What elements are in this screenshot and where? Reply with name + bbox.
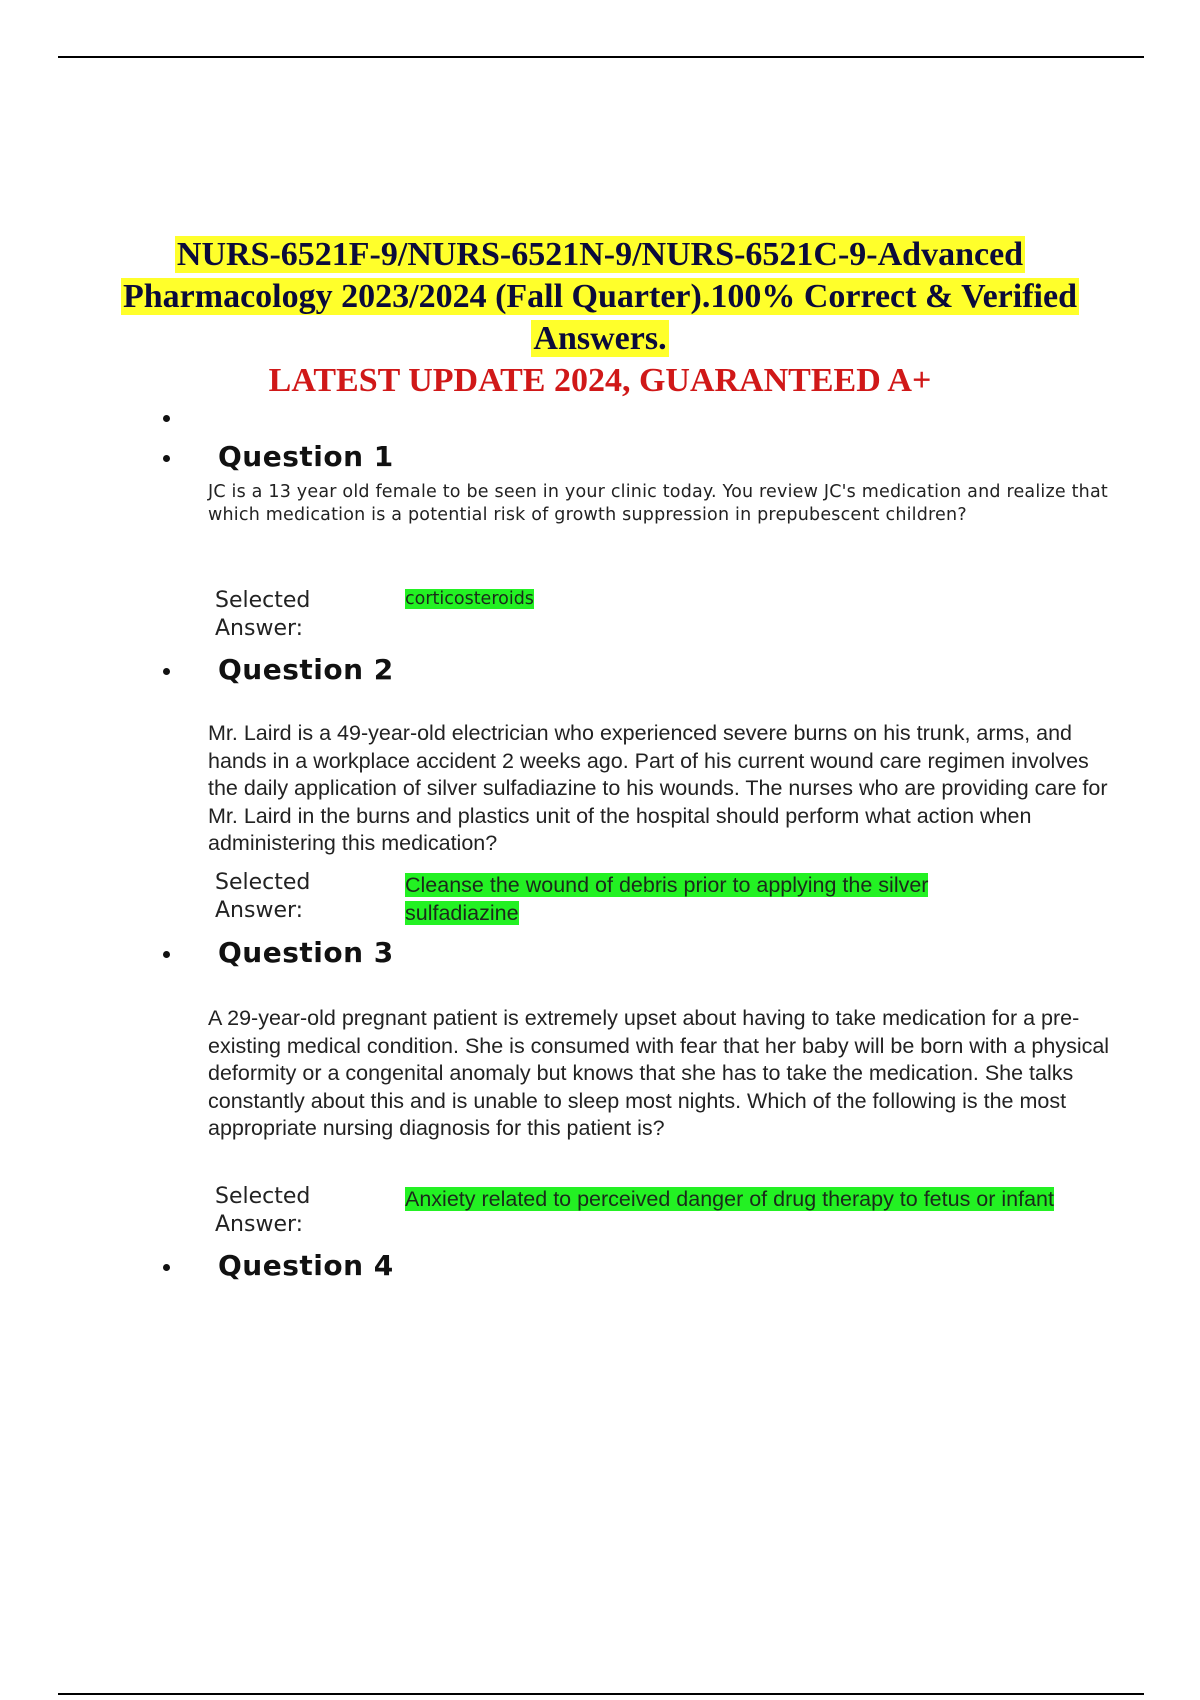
top-rule bbox=[58, 56, 1144, 58]
question-2-selected-label: Selected Answer: bbox=[215, 870, 311, 923]
document-header bbox=[100, 234, 1100, 402]
question-2-heading: Question 2 bbox=[218, 653, 394, 686]
question-1-answer-text: corticosteroids bbox=[405, 589, 534, 609]
question-4-heading: Question 4 bbox=[218, 1249, 394, 1282]
question-1-text: JC is a 13 year old female to be seen in your clinic today. You review JC's medication and realize that which medication is a potential risk of growth suppression in prepubescent children? bbox=[208, 482, 1108, 525]
document-title bbox=[100, 234, 1100, 360]
empty-bullet bbox=[163, 413, 175, 425]
question-3-bullet bbox=[163, 949, 175, 961]
question-3-answer-text: Anxiety related to perceived danger of drug therapy to fetus or infant bbox=[405, 1187, 1054, 1211]
document-subtitle: LATEST UPDATE 2024, GUARANTEED A+ bbox=[268, 362, 932, 399]
question-2-bullet bbox=[163, 666, 175, 678]
question-1-heading: Question 1 bbox=[218, 440, 394, 473]
bottom-rule bbox=[58, 1693, 1144, 1695]
question-2-answer-text: Cleanse the wound of debris prior to applying the silver sulfadiazine bbox=[405, 873, 929, 925]
question-4-bullet bbox=[163, 1262, 175, 1274]
question-3-answer bbox=[405, 1185, 1085, 1213]
question-2-text: Mr. Laird is a 49-year-old electrician who experienced severe burns on his trunk, arms, and hands in a workplace accident 2 weeks ago. Part of his current wound care regimen involves the daily application of silver sulfadiazine to his wounds. The nurses who are providing care for Mr. Laird in the burns and plastics unit of the hospital should perform what action when administering this medication? bbox=[208, 721, 1108, 855]
question-3-selected-label: Selected Answer: bbox=[215, 1184, 311, 1237]
question-3-text: A 29-year-old pregnant patient is extremely upset about having to take medication for a pre-existing medical condition. She is consumed with fear that her baby will be born with a physical deformity or a congenital anomaly but knows that she has to take the medication. She talks constantly about this and is unable to sleep most nights. Which of the following is the most appropriate nursing diagnosis for this patient is? bbox=[208, 1006, 1110, 1140]
question-1-selected-label: Selected Answer: bbox=[215, 588, 311, 641]
question-1-bullet bbox=[163, 453, 175, 465]
question-3-heading: Question 3 bbox=[218, 936, 394, 969]
question-1-answer bbox=[405, 587, 535, 611]
document-title-text: NURS-6521F-9/NURS-6521N-9/NURS-6521C-9-Advanced Pharmacology 2023/2024 (Fall Quarter).100% Correct & Verified Answers. bbox=[123, 236, 1077, 357]
question-2-answer bbox=[405, 871, 1005, 927]
